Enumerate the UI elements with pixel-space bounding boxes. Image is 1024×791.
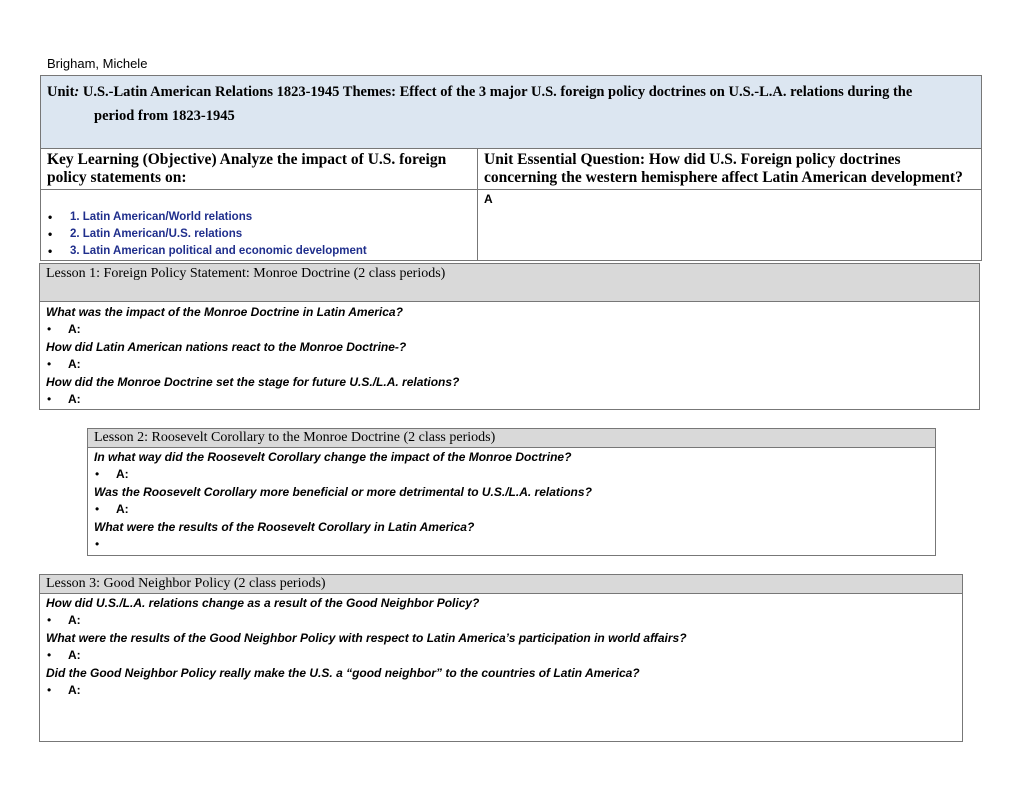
lesson-1-body [40, 302, 979, 408]
answer-bullet[interactable] [94, 536, 929, 553]
objectives-list [47, 209, 471, 260]
objective-item: • 3. Latin American political and economic development [47, 243, 471, 260]
answer-bullet[interactable]: • A: [46, 356, 973, 373]
objective-item: • 1. Latin American/World relations [47, 209, 471, 226]
question: What was the impact of the Monroe Doctrine in Latin America? [46, 305, 403, 319]
question: How did Latin American nations react to the Monroe Doctrine-? [46, 340, 407, 354]
key-learning: Key Learning (Objective) Analyze the impact of U.S. foreign policy statements on: [41, 149, 478, 190]
lesson-1-title: Lesson 1: Foreign Policy Statement: Monroe Doctrine (2 class periods) [40, 264, 979, 302]
answer-bullet[interactable]: • A: [46, 321, 973, 338]
answer-bullet[interactable]: • A: [46, 612, 956, 629]
unit-header [41, 76, 982, 149]
lesson-3-body [40, 594, 962, 699]
question: Did the Good Neighbor Policy really make the U.S. a “good neighbor” to the countries of Latin America? [46, 666, 640, 680]
answer-bullet[interactable]: • A: [46, 647, 956, 664]
unit-table [40, 75, 982, 261]
answer-bullet[interactable]: • A: [94, 501, 929, 518]
answer-bullet[interactable]: • A: [46, 391, 973, 408]
essential-question: Unit Essential Question: How did U.S. Foreign policy doctrines concerning the western hemisphere affect Latin American development? [478, 149, 982, 190]
answer-bullet[interactable]: • A: [46, 682, 956, 699]
answer-bullet[interactable]: • A: [94, 466, 929, 483]
question: What were the results of the Roosevelt Corollary in Latin America? [94, 520, 475, 534]
lesson-2-title: Lesson 2: Roosevelt Corollary to the Monroe Doctrine (2 class periods) [88, 429, 935, 448]
unit-colon: : [74, 84, 80, 100]
lesson-1-box [39, 263, 980, 410]
unit-title: U.S.-Latin American Relations 1823-1945 Themes: Effect of the 3 major U.S. foreign policy doctrines on U.S.-L.A. relations during the [82, 84, 913, 100]
question: What were the results of the Good Neighbor Policy with respect to Latin America’s participation in world affairs? [46, 631, 687, 645]
lesson-2-box [87, 428, 936, 556]
unit-period: period from 1823-1945 [94, 108, 235, 124]
objective-item: • 2. Latin American/U.S. relations [47, 226, 471, 243]
unit-label: Unit [47, 84, 75, 100]
author-name: Brigham, Michele [47, 56, 148, 71]
question: Was the Roosevelt Corollary more beneficial or more detrimental to U.S./L.A. relations? [94, 485, 592, 499]
question: In what way did the Roosevelt Corollary change the impact of the Monroe Doctrine? [94, 450, 572, 464]
essential-answer[interactable]: A [478, 190, 982, 261]
lesson-3-title: Lesson 3: Good Neighbor Policy (2 class periods) [40, 575, 962, 594]
lesson-3-box [39, 574, 963, 742]
question: How did U.S./L.A. relations change as a result of the Good Neighbor Policy? [46, 596, 480, 610]
objectives-cell [41, 190, 478, 261]
question: How did the Monroe Doctrine set the stage for future U.S./L.A. relations? [46, 375, 460, 389]
lesson-2-body [88, 448, 935, 553]
